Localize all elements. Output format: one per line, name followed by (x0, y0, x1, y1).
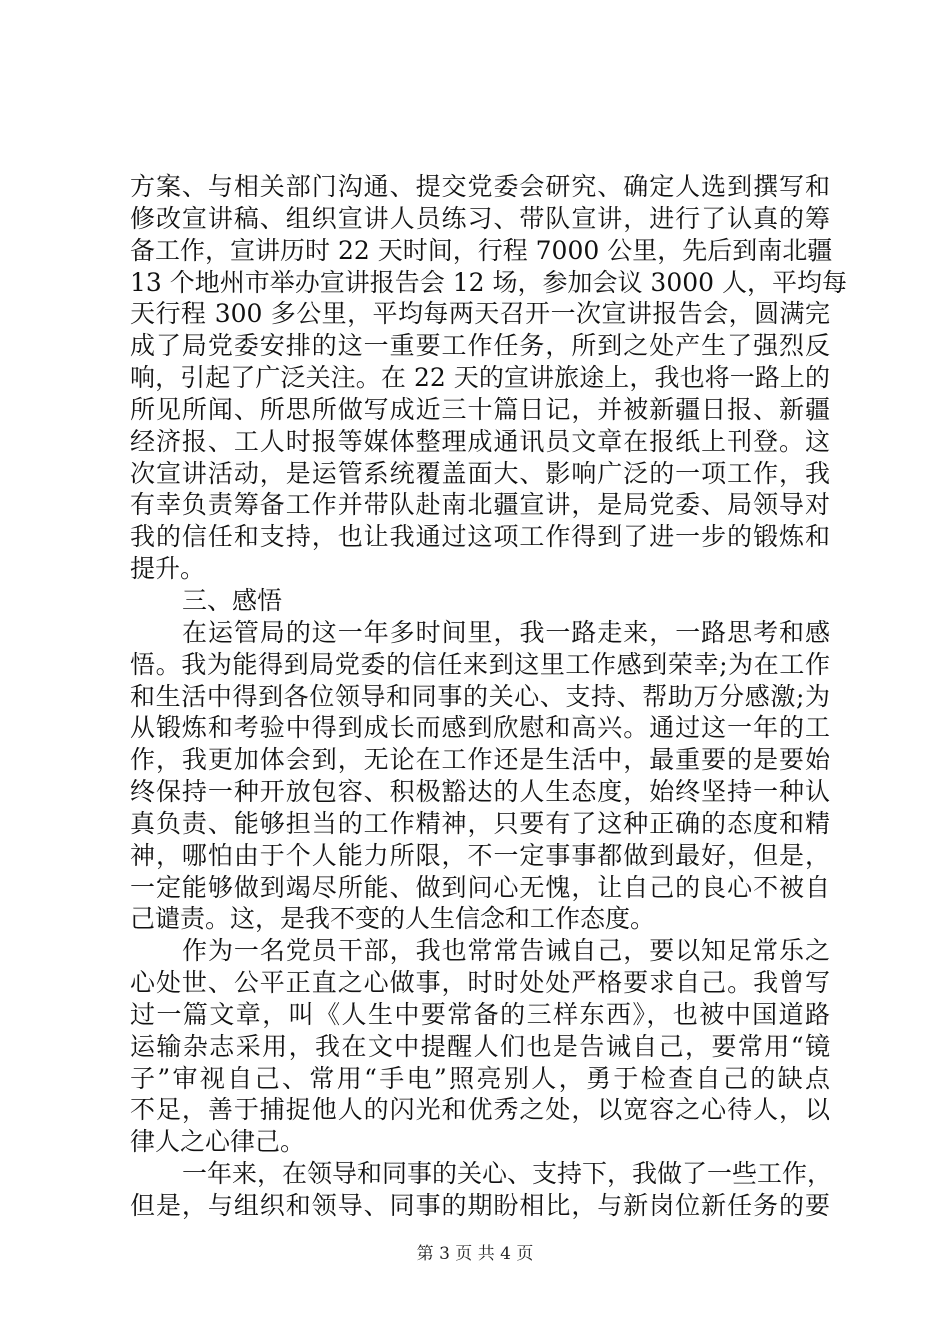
page-number-footer: 第 3 页 共 4 页 (416, 1244, 534, 1264)
text-line: 有幸负责筹备工作并带队赴南北疆宣讲，是局党委、局领导对 (130, 490, 830, 520)
text-line: 不足，善于捕捉他人的闪光和优秀之处，以宽容之心待人，以 (130, 1095, 830, 1125)
text-line: 一年来，在领导和同事的关心、支持下，我做了一些工作， (182, 1159, 833, 1189)
text-line: 天行程 300 多公里，平均每两天召开一次宣讲报告会，圆满完 (130, 299, 830, 329)
text-line: 备工作，宣讲历时 22 天时间，行程 7000 公里，先后到南北疆 (130, 235, 833, 265)
text-line: 提升。 (130, 554, 206, 584)
text-line: 次宣讲活动，是运管系统覆盖面大、影响广泛的一项工作，我 (130, 458, 830, 488)
text-line: 悟。我为能得到局党委的信任来到这里工作感到荣幸;为在工作 (130, 649, 830, 679)
text-line: 作，我更加体会到，无论在工作还是生活中，最重要的是要始 (130, 745, 830, 775)
text-line: 神，哪怕由于个人能力所限，不一定事事都做到最好，但是， (130, 840, 830, 870)
text-line: 运输杂志采用，我在文中提醒人们也是告诫自己，要常用“镜 (130, 1031, 830, 1061)
text-line: 但是，与组织和领导、同事的期盼相比，与新岗位新任务的要 (130, 1191, 830, 1220)
text-line: 作为一名党员干部，我也常常告诫自己，要以知足常乐之 (182, 936, 830, 966)
section-heading: 三、感悟 (182, 585, 283, 615)
text-line: 修改宣讲稿、组织宣讲人员练习、带队宣讲，进行了认真的筹 (130, 203, 830, 233)
text-line: 从锻炼和考验中得到成长而感到欣慰和高兴。通过这一年的工 (130, 713, 830, 743)
text-line: 成了局党委安排的这一重要工作任务，所到之处产生了强烈反 (130, 331, 830, 361)
text-line: 所见所闻、所思所做写成近三十篇日记，并被新疆日报、新疆 (130, 394, 830, 424)
text-line: 我的信任和支持，也让我通过这项工作得到了进一步的锻炼和 (130, 522, 830, 552)
text-line: 终保持一种开放包容、积极豁达的人生态度，始终坚持一种认 (130, 777, 830, 807)
text-line: 真负责、能够担当的工作精神，只要有了这种正确的态度和精 (130, 808, 830, 838)
text-line: 响，引起了广泛关注。在 22 天的宣讲旅途上，我也将一路上的 (130, 363, 830, 393)
text-line: 子”审视自己、常用“手电”照亮别人，勇于检查自己的缺点 (130, 1063, 830, 1093)
text-line: 己谴责。这，是我不变的人生信念和工作态度。 (130, 904, 656, 934)
text-line: 在运管局的这一年多时间里，我一路走来，一路思考和感 (182, 617, 830, 647)
body-text (130, 171, 847, 1222)
text-line: 方案、与相关部门沟通、提交党委会研究、确定人选到撰写和 (130, 172, 830, 201)
text-line: 和生活中得到各位领导和同事的关心、支持、帮助万分感激;为 (130, 681, 830, 711)
text-line: 过一篇文章，叫《人生中要常备的三样东西》，也被中国道路 (130, 999, 830, 1029)
text-line: 律人之心律己。 (130, 1127, 306, 1157)
text-line: 心处世、公平正直之心做事，时时处处严格要求自己。我曾写 (130, 968, 830, 998)
text-line: 一定能够做到竭尽所能、做到问心无愧，让自己的良心不被自 (130, 872, 830, 902)
text-line: 13 个地州市举办宣讲报告会 12 场，参加会议 3000 人，平均每 (130, 267, 847, 297)
text-line: 经济报、工人时报等媒体整理成通讯员文章在报纸上刊登。这 (130, 426, 830, 456)
